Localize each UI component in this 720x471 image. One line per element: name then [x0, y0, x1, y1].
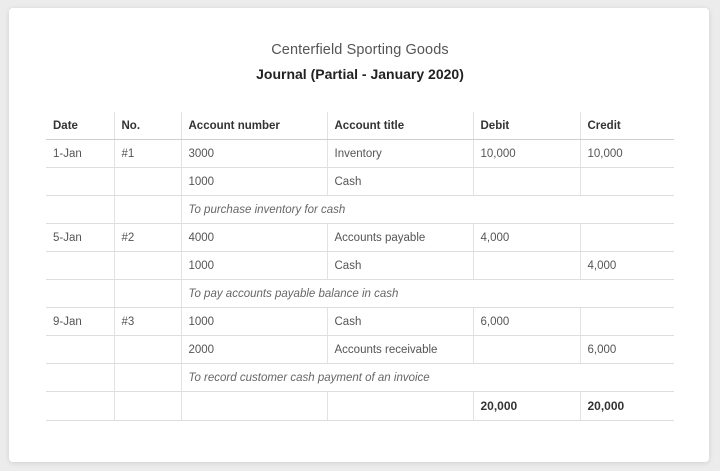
- cell-date: 9-Jan: [46, 308, 114, 336]
- cell-no: [114, 336, 181, 364]
- table-row: [46, 140, 674, 168]
- cell-debit: [473, 252, 580, 280]
- cell-no: [114, 196, 181, 224]
- table-row: [46, 252, 674, 280]
- cell-account-number: 4000: [181, 224, 327, 252]
- cell-account-number: 1000: [181, 252, 327, 280]
- cell-no: [114, 168, 181, 196]
- table-row: [46, 168, 674, 196]
- table-row: [46, 224, 674, 252]
- table-row: [46, 308, 674, 336]
- cell-credit: [580, 168, 674, 196]
- cell-credit: 6,000: [580, 336, 674, 364]
- cell-date: [46, 392, 114, 421]
- entry-description: To pay accounts payable balance in cash: [181, 280, 674, 308]
- cell-credit: 4,000: [580, 252, 674, 280]
- cell-account-title: Cash: [327, 308, 473, 336]
- cell-account-title: Accounts receivable: [327, 336, 473, 364]
- entry-description: To record customer cash payment of an invoice: [181, 364, 674, 392]
- cell-account-number: 1000: [181, 308, 327, 336]
- cell-date: [46, 168, 114, 196]
- cell-date: 1-Jan: [46, 140, 114, 168]
- cell-account-number: [181, 392, 327, 421]
- cell-account-title: Accounts payable: [327, 224, 473, 252]
- cell-no: [114, 252, 181, 280]
- totals-row: [46, 392, 674, 421]
- column-header-debit: Debit: [473, 112, 580, 140]
- cell-account-title: Cash: [327, 168, 473, 196]
- total-debit: 20,000: [473, 392, 580, 421]
- cell-debit: [473, 168, 580, 196]
- total-credit: 20,000: [580, 392, 674, 421]
- cell-account-number: 2000: [181, 336, 327, 364]
- company-name: Centerfield Sporting Goods: [271, 42, 449, 58]
- cell-credit: [580, 308, 674, 336]
- table-row-description: [46, 280, 674, 308]
- cell-date: [46, 280, 114, 308]
- cell-date: 5-Jan: [46, 224, 114, 252]
- cell-debit: 6,000: [473, 308, 580, 336]
- cell-account-title: [327, 392, 473, 421]
- column-header-credit: Credit: [580, 112, 674, 140]
- cell-account-title: Inventory: [327, 140, 473, 168]
- cell-date: [46, 252, 114, 280]
- table-header-row: [46, 112, 674, 140]
- column-header-date: Date: [46, 112, 114, 140]
- cell-credit: [580, 224, 674, 252]
- journal-title: Journal (Partial - January 2020): [256, 66, 464, 82]
- cell-no: [114, 364, 181, 392]
- cell-account-number: 3000: [181, 140, 327, 168]
- cell-debit: [473, 336, 580, 364]
- cell-date: [46, 336, 114, 364]
- table-row-description: [46, 196, 674, 224]
- cell-no: #3: [114, 308, 181, 336]
- cell-no: #2: [114, 224, 181, 252]
- journal-table: [46, 112, 674, 421]
- cell-no: [114, 280, 181, 308]
- table-row: [46, 336, 674, 364]
- entry-description: To purchase inventory for cash: [181, 196, 674, 224]
- cell-no: #1: [114, 140, 181, 168]
- table-row-description: [46, 364, 674, 392]
- column-header-no: No.: [114, 112, 181, 140]
- cell-date: [46, 196, 114, 224]
- cell-date: [46, 364, 114, 392]
- cell-no: [114, 392, 181, 421]
- column-header-account-number: Account number: [181, 112, 327, 140]
- cell-credit: 10,000: [580, 140, 674, 168]
- cell-account-number: 1000: [181, 168, 327, 196]
- cell-debit: 10,000: [473, 140, 580, 168]
- cell-account-title: Cash: [327, 252, 473, 280]
- column-header-account-title: Account title: [327, 112, 473, 140]
- cell-debit: 4,000: [473, 224, 580, 252]
